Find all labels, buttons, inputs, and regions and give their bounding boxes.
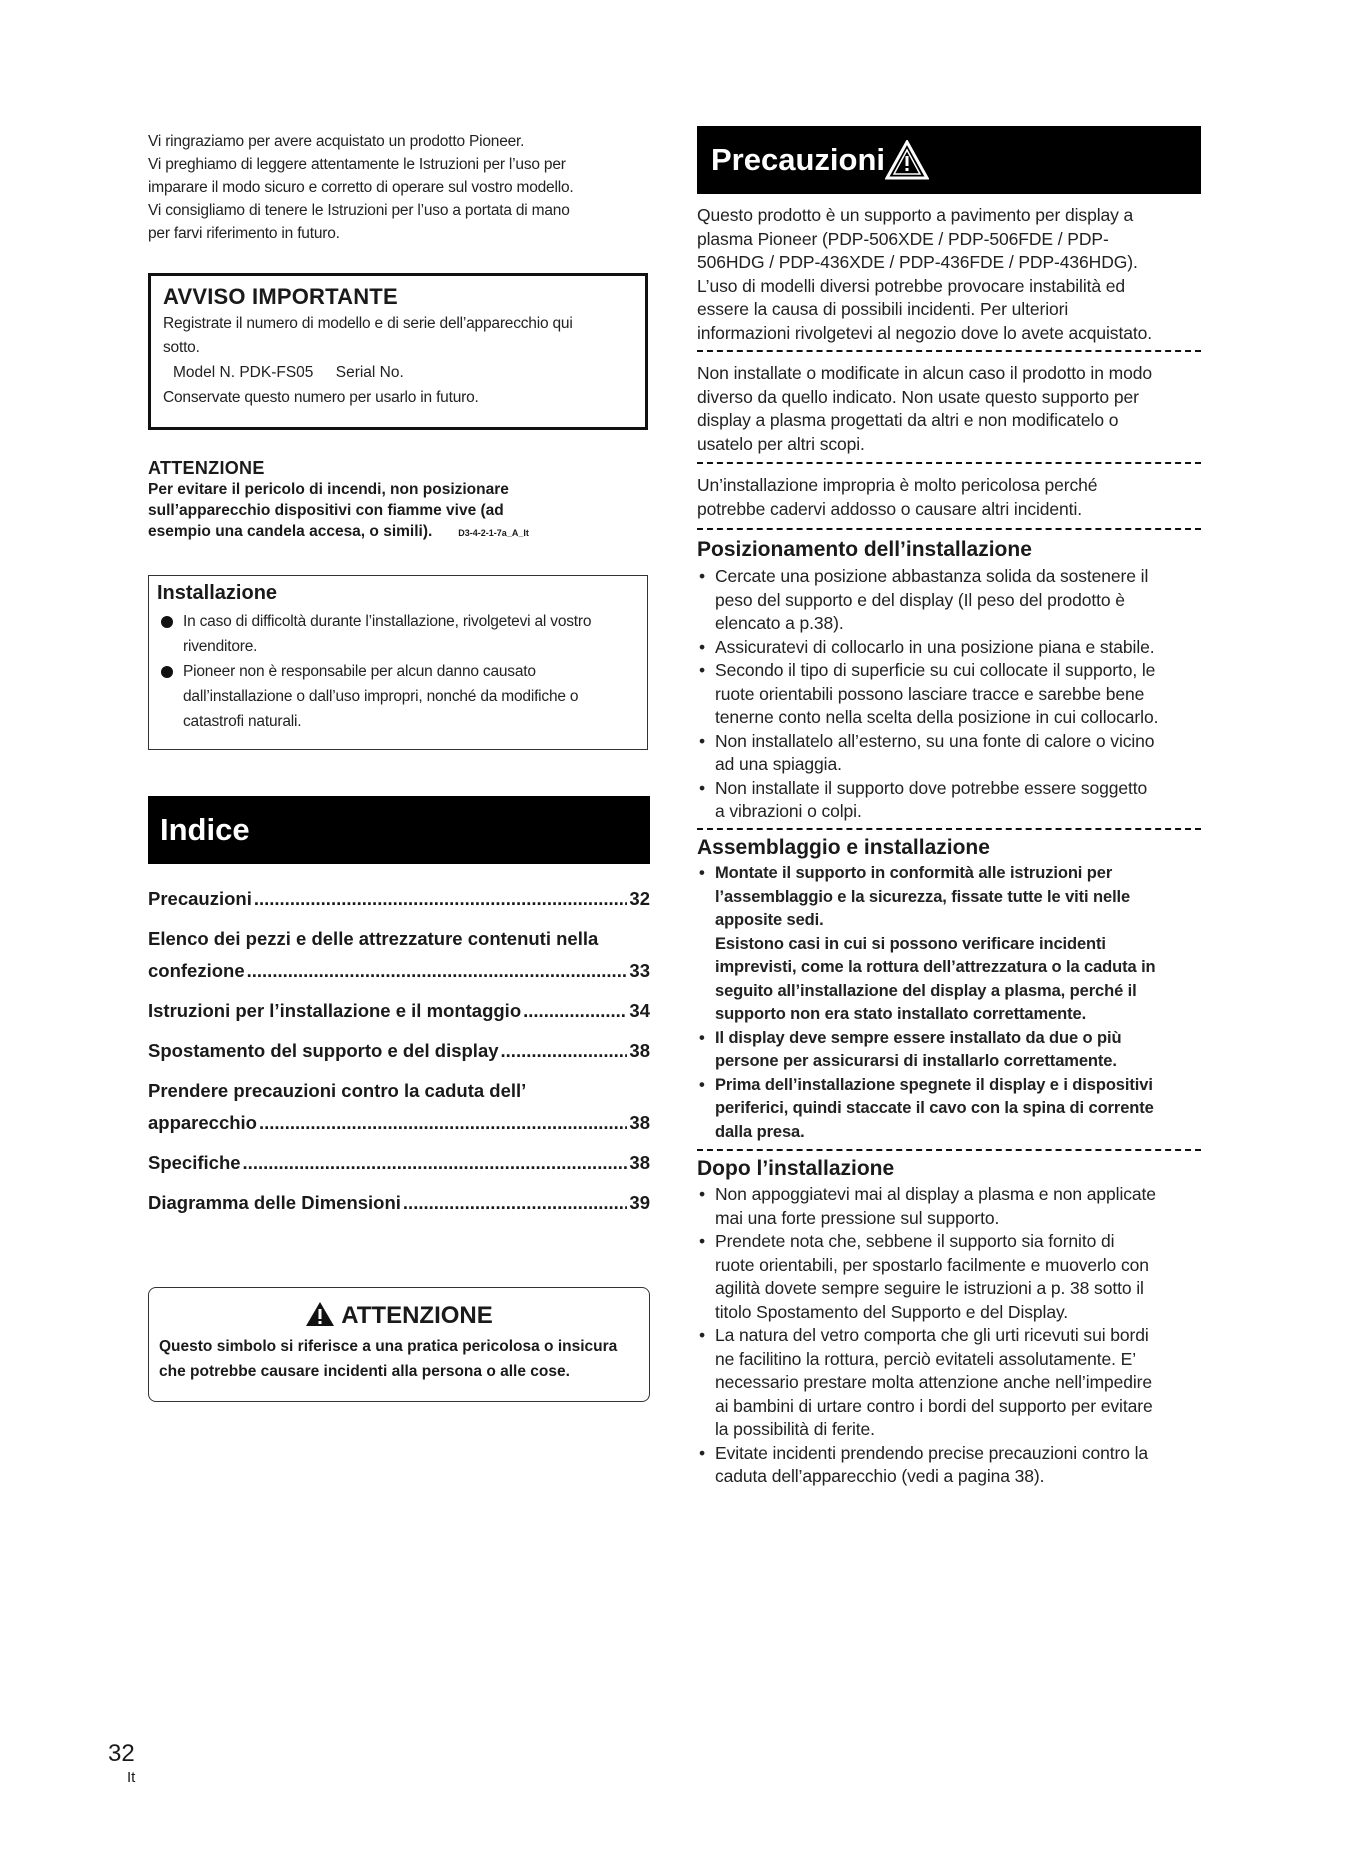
document-code: D3-4-2-1-7a_A_It bbox=[458, 528, 529, 538]
toc-entry-title[interactable]: Prendere precauzioni contro la caduta dell’ bbox=[148, 1080, 527, 1101]
text-line: plasma Pioneer (PDP-506XDE / PDP-506FDE / PDP- bbox=[697, 228, 1109, 249]
fire-warning-line: Per evitare il pericolo di incendi, non posizionare bbox=[148, 481, 509, 498]
text-line: ruote orientabili possono lasciare tracce e sarebbe bene bbox=[715, 683, 1145, 704]
item-line: Pioneer non è responsabile per alcun danno causato bbox=[183, 663, 536, 680]
toc-entry-page: 34 bbox=[629, 1000, 650, 1021]
list-item bbox=[697, 1442, 1201, 1489]
list-item bbox=[697, 565, 1201, 636]
index-title: Indice bbox=[160, 812, 250, 847]
list-item bbox=[697, 777, 1201, 824]
intro-line: Vi consigliamo di tenere le Istruzioni per l’uso a portata di mano bbox=[148, 202, 570, 219]
caution-line: Questo simbolo si riferisce a una pratica pericolosa o insicura bbox=[159, 1338, 618, 1355]
toc-entry-title: Precauzioni bbox=[148, 888, 252, 909]
item-line: catastrofi naturali. bbox=[183, 713, 302, 730]
toc-entry-page: 39 bbox=[629, 1192, 650, 1213]
index-header bbox=[148, 796, 650, 864]
text-line: essere la causa di possibili incidenti. Per ulteriori bbox=[697, 299, 1069, 319]
list-item bbox=[697, 1324, 1201, 1442]
list-item bbox=[697, 730, 1201, 777]
fire-warning bbox=[148, 458, 648, 544]
fire-warning-text bbox=[148, 479, 648, 544]
dashed-divider bbox=[697, 350, 1201, 352]
toc-entry[interactable] bbox=[148, 1040, 650, 1080]
list-item bbox=[697, 636, 1201, 660]
caution-symbol-title-row bbox=[149, 1301, 649, 1330]
precautions-title: Precauzioni bbox=[711, 142, 885, 177]
toc-entry[interactable] bbox=[148, 1192, 650, 1232]
warning-triangle-icon bbox=[885, 140, 929, 180]
notice-line: Registrate il numero di modello e di serie dell’apparecchio qui bbox=[163, 315, 573, 332]
caution-line: che potrebbe causare incidenti alla persona o alle cose. bbox=[159, 1363, 570, 1380]
text-line: • Prendete nota che, sebbene il supporto sia fornito di bbox=[715, 1231, 1115, 1251]
toc-entry[interactable] bbox=[148, 960, 650, 1000]
after-install-list bbox=[697, 1183, 1201, 1489]
text-line: ruote orientabili, per spostarlo facilmente e muoverlo con bbox=[715, 1254, 1149, 1275]
toc-entry-title[interactable]: Elenco dei pezzi e delle attrezzature contenuti nella bbox=[148, 928, 599, 949]
toc-entry-title: Spostamento del supporto e del display bbox=[148, 1040, 499, 1061]
intro-paragraph bbox=[148, 130, 658, 245]
text-line: la possibilità di ferite. bbox=[715, 1419, 875, 1439]
toc-entry-page: 38 bbox=[629, 1040, 650, 1061]
text-line: • Cercate una posizione abbastanza solida da sostenere il bbox=[715, 566, 1149, 586]
text-line: supporto non era stato installato correttamente. bbox=[715, 1005, 1087, 1023]
toc-entry-title: Istruzioni per l’installazione e il montaggio bbox=[148, 1000, 522, 1021]
important-notice-text bbox=[163, 312, 633, 360]
text-line: imprevisti, come la rottura dell’attrezzatura o la caduta in bbox=[715, 958, 1156, 976]
list-item bbox=[697, 1230, 1201, 1324]
notice-line: sotto. bbox=[163, 339, 200, 356]
text-line: • Il display deve sempre essere installato da due o più bbox=[715, 1028, 1122, 1047]
toc-entry[interactable] bbox=[148, 1112, 650, 1152]
important-notice-title: AVVISO IMPORTANTE bbox=[163, 284, 398, 309]
text-line: a vibrazioni o colpi. bbox=[715, 801, 862, 821]
toc-entry[interactable] bbox=[148, 1000, 650, 1040]
text-line: apposite sedi. bbox=[715, 911, 824, 929]
serial-number-label: Serial No. bbox=[335, 364, 404, 381]
toc-entry[interactable] bbox=[148, 1152, 650, 1192]
text-line: periferici, quindi staccate il cavo con la spina di corrente bbox=[715, 1099, 1154, 1117]
text-line: • Non appoggiatevi mai al display a plasma e non applicate bbox=[715, 1184, 1156, 1204]
text-line: • Non installatelo all’esterno, su una fonte di calore o vicino bbox=[715, 730, 1155, 751]
text-line: • Secondo il tipo di superficie su cui collocate il supporto, le bbox=[715, 660, 1156, 680]
page-number: 32 bbox=[108, 1740, 135, 1767]
precautions-paragraph-3 bbox=[697, 474, 1201, 521]
toc-entry-title: apparecchio bbox=[148, 1112, 257, 1133]
precautions-paragraph-1 bbox=[697, 204, 1201, 345]
toc-entry-page: 38 bbox=[629, 1152, 650, 1173]
table-of-contents bbox=[148, 888, 650, 1232]
installation-title: Installazione bbox=[157, 582, 278, 604]
important-notice-box bbox=[148, 273, 648, 430]
text-line: display a plasma progettati da altri e non modificatelo o bbox=[697, 410, 1119, 430]
list-item bbox=[697, 1074, 1201, 1145]
dashed-divider bbox=[697, 1149, 1201, 1151]
item-line: rivenditore. bbox=[183, 638, 258, 655]
list-item bbox=[697, 1027, 1201, 1074]
text-line: peso del supporto e del display (Il peso del prodotto è bbox=[715, 589, 1125, 610]
toc-entry-page: 32 bbox=[629, 888, 650, 909]
caution-symbol-box bbox=[148, 1287, 650, 1402]
text-line: usatelo per altri scopi. bbox=[697, 433, 865, 454]
text-line: necessario prestare molta attenzione anche nell’impedire bbox=[715, 1372, 1153, 1392]
text-line: dalla presa. bbox=[715, 1122, 805, 1141]
text-line: caduta dell’apparecchio (vedi a pagina 38). bbox=[715, 1466, 1045, 1486]
caution-symbol-title: ATTENZIONE bbox=[341, 1302, 493, 1329]
text-line: • Non installate il supporto dove potrebbe essere soggetto bbox=[715, 777, 1148, 798]
text-line: Esistono casi in cui si possono verificare incidenti bbox=[715, 934, 1106, 953]
list-item bbox=[697, 862, 1201, 1027]
text-line: L’uso di modelli diversi potrebbe provocare instabilità ed bbox=[697, 275, 1126, 296]
text-line: Questo prodotto è un supporto a pavimento per display a bbox=[697, 205, 1134, 225]
intro-line: Vi preghiamo di leggere attentamente le Istruzioni per l’uso per bbox=[148, 156, 566, 173]
assembly-heading: Assemblaggio e installazione bbox=[697, 836, 990, 859]
text-line: agilità dovete sempre seguire le istruzioni a p. 38 sotto il bbox=[715, 1278, 1144, 1298]
dashed-divider bbox=[697, 462, 1201, 464]
caution-symbol-text bbox=[149, 1330, 649, 1388]
dashed-divider bbox=[697, 828, 1201, 830]
text-line: • Prima dell’installazione spegnete il display e i dispositivi bbox=[715, 1075, 1153, 1094]
text-line: Un’installazione impropria è molto pericolosa perché bbox=[697, 475, 1098, 495]
toc-entry-title: confezione bbox=[148, 960, 245, 981]
text-line: ai bambini di urtare contro i bordi del supporto per evitare bbox=[715, 1395, 1153, 1416]
text-line: tenerne conto nella scelta della posizione in cui collocarlo. bbox=[715, 707, 1159, 727]
text-line: • Evitate incidenti prendendo precise precauzioni contro la bbox=[715, 1442, 1149, 1463]
text-line: ad una spiaggia. bbox=[715, 754, 842, 774]
text-line: persone per assicurarsi di installarlo correttamente. bbox=[715, 1052, 1117, 1070]
after-install-heading: Dopo l’installazione bbox=[697, 1157, 895, 1180]
intro-line: per farvi riferimento in futuro. bbox=[148, 225, 340, 242]
text-line: Non installate o modificate in alcun caso il prodotto in modo bbox=[697, 363, 1152, 383]
list-item bbox=[697, 659, 1201, 730]
fire-warning-line: sull’apparecchio dispositivi con fiamme vive (ad bbox=[148, 502, 504, 519]
text-line: • Montate il supporto in conformità alle istruzioni per bbox=[715, 864, 1113, 882]
precautions-header bbox=[697, 126, 1201, 194]
positioning-list bbox=[697, 565, 1201, 824]
toc-entry-title: Diagramma delle Dimensioni bbox=[148, 1192, 401, 1213]
text-line: mai una forte pressione sul supporto. bbox=[715, 1207, 1000, 1228]
positioning-heading: Posizionamento dell’installazione bbox=[697, 538, 1032, 561]
toc-entry-page: 33 bbox=[629, 960, 650, 981]
installation-list bbox=[157, 609, 639, 734]
list-item bbox=[697, 1183, 1201, 1230]
installation-box bbox=[148, 575, 648, 750]
item-line: In caso di difficoltà durante l’installazione, rivolgetevi al vostro bbox=[183, 613, 592, 630]
text-line: diverso da quello indicato. Non usate questo supporto per bbox=[697, 386, 1139, 407]
item-line: dall’installazione o dall’uso impropri, nonché da modifiche o bbox=[183, 688, 579, 705]
precautions-paragraph-2 bbox=[697, 362, 1201, 456]
text-line: ne facilitino la rottura, perciò evitateli assolutamente. E’ bbox=[715, 1348, 1137, 1369]
text-line: • Assicuratevi di collocarlo in una posizione piana e stabile. bbox=[715, 636, 1155, 657]
text-line: • La natura del vetro comporta che gli urti ricevuti sui bordi bbox=[715, 1325, 1149, 1345]
page-language: It bbox=[127, 1769, 136, 1786]
assembly-list bbox=[697, 862, 1201, 1144]
intro-line: imparare il modo sicuro e corretto di operare sul vostro modello. bbox=[148, 179, 574, 196]
text-line: informazioni rivolgetevi al negozio dove lo avete acquistato. bbox=[697, 322, 1153, 343]
toc-entry-page: 38 bbox=[629, 1112, 650, 1133]
notice-line: Conservate questo numero per usarlo in futuro. bbox=[163, 389, 479, 406]
fire-warning-title: ATTENZIONE bbox=[148, 458, 265, 478]
list-item bbox=[157, 609, 639, 659]
text-line: seguito all’installazione del display a plasma, perché il bbox=[715, 981, 1137, 1000]
dashed-divider bbox=[697, 528, 1201, 530]
model-serial-row bbox=[173, 364, 633, 382]
intro-line: Vi ringraziamo per avere acquistato un prodotto Pioneer. bbox=[148, 133, 525, 150]
text-line: elencato a p.38). bbox=[715, 613, 844, 633]
model-number: Model N. PDK-FS05 bbox=[173, 364, 314, 381]
text-line: titolo Spostamento del Supporto e del Display. bbox=[715, 1301, 1069, 1322]
warning-triangle-icon bbox=[305, 1301, 335, 1327]
text-line: potrebbe cadervi addosso o causare altri incidenti. bbox=[697, 498, 1082, 519]
toc-entry[interactable] bbox=[148, 888, 650, 928]
fire-warning-line: esempio una candela accesa, o simili). bbox=[148, 523, 433, 540]
text-line: l’assemblaggio e la sicurezza, fissate tutte le viti nelle bbox=[715, 887, 1131, 906]
list-item bbox=[157, 659, 639, 734]
toc-entry-title: Specifiche bbox=[148, 1152, 241, 1173]
text-line: 506HDG / PDP-436XDE / PDP-436FDE / PDP-436HDG). bbox=[697, 252, 1138, 272]
